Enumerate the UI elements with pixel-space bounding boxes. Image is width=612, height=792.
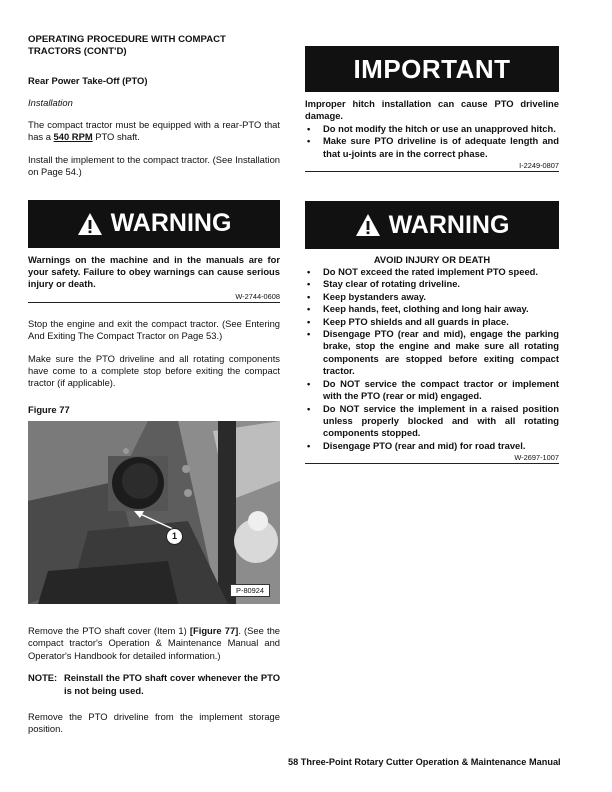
list-item: • Disengage PTO (rear and mid), engage the parking brake, stop the engine and make sure all rotating components are stopped before exiting compact tractor. [305,328,559,378]
right-column [305,46,559,464]
warning-bullets [305,266,559,452]
paragraph-install: Install the implement to the compact tractor. (See Installation on Page 54.) [28,153,280,178]
important-code: I-2249-0807 [305,161,559,172]
warning-text-left: Warnings on the machine and in the manuals are for your safety. Failure to obey warnings can cause serious injury or death. [28,253,280,290]
important-bullets [305,123,559,160]
rpm-value: 540 RPM [53,131,93,143]
p1-text-start: The compact tractor must be equipped with a rear-PTO that has a [28,119,280,143]
paragraph-rpm [28,119,280,144]
warning-block-right [305,201,559,464]
left-column [28,34,280,736]
p5-text-end: . (See the compact tractor's Operation & Maintenance Manual and Operator's Handbook for detailed information.) [28,624,280,661]
list-item: • Keep hands, feet, clothing and long hair away. [305,303,559,315]
paragraph-stop-engine: Stop the engine and exit the compact tractor. (See Entering And Exiting The Compact Tractor on Page 53.) [28,317,280,342]
paragraph-remove-cover [28,625,280,662]
list-item: • Keep PTO shields and all guards in place. [305,316,559,328]
warning-title-right: WARNING [388,210,510,239]
avoid-injury-heading: AVOID INJURY OR DEATH [373,254,491,266]
paragraph-driveline-stop: Make sure the PTO driveline and all rotating components have come to a complete stop before exiting the compact tractor (if applicable). [28,352,280,389]
list-item: • Stay clear of rotating driveline. [305,278,559,290]
warning-title-left: WARNING [110,209,232,238]
important-text: Improper hitch installation can cause PTO driveline damage. [305,98,559,122]
warning-banner-left [28,200,280,248]
photo-code: P-80924 [230,584,270,597]
important-banner: IMPORTANT [305,46,559,92]
figure-label: Figure 77 [28,403,70,415]
note-text: Reinstall the PTO shaft cover whenever the PTO is not being used. [64,672,280,696]
section-title: OPERATING PROCEDURE WITH COMPACT TRACTORS (CONT'D) [28,34,226,57]
installation-label: Installation [28,97,73,108]
list-item: • Do not modify the hitch or use an unapproved hitch. [305,123,559,135]
list-item: • Do NOT service the implement in a raised position unless properly blocked and with all rotating components stopped. [305,403,559,440]
note-label: NOTE: [28,672,58,684]
callout-1: 1 [166,528,183,545]
list-item: • Do NOT service the compact tractor or implement with the PTO (rear or mid) engaged. [305,378,559,403]
list-item: • Disengage PTO (rear and mid) for road travel. [305,440,559,452]
p5-text-start: Remove the PTO shaft cover (Item 1) [28,624,190,636]
warning-block-left [28,200,280,303]
warning-triangle-icon [77,212,103,236]
list-item: • Do NOT exceed the rated implement PTO speed. [305,266,559,278]
list-item: • Make sure PTO driveline is of adequate length and that u-joints are in the correct phase. [305,135,559,160]
p1-text-end: PTO shaft. [92,131,140,143]
subhead-rear-pto: Rear Power Take-Off (PTO) [28,75,148,86]
figure-77-photo [28,421,280,604]
warning-code-left: W-2744-0608 [28,292,280,303]
page-footer: 58 Three-Point Rotary Cutter Operation & Maintenance Manual [288,757,561,767]
paragraph-remove-driveline: Remove the PTO driveline from the implement storage position. [28,710,280,735]
warning-banner-right [305,201,559,249]
important-block [305,46,559,172]
figure-reference: [Figure 77] [189,624,239,636]
warning-code-right: W-2697-1007 [305,453,559,464]
tractor-pto-photo [28,421,280,604]
list-item: • Keep bystanders away. [305,291,559,303]
warning-triangle-icon [355,213,381,237]
note-block [28,672,280,697]
